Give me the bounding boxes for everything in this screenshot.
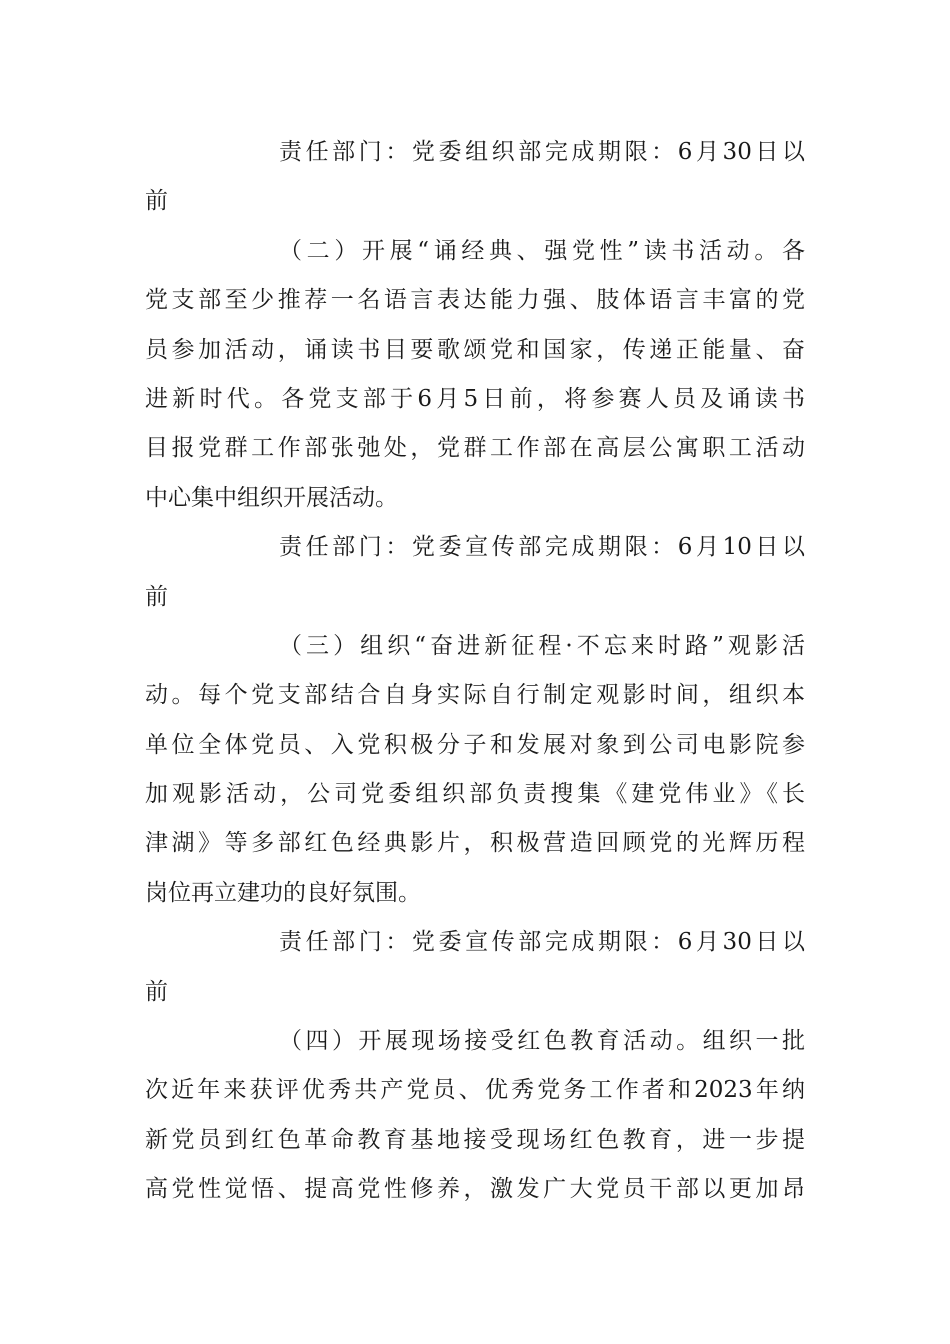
- paragraph-line: 进新时代。各党支部于6月5日前，将参赛人员及诵读书: [145, 385, 805, 412]
- document-page: [145, 128, 805, 1215]
- paragraph-line: 高党性觉悟、提高党性修养，激发广大党员干部以更加昂: [145, 1176, 805, 1203]
- paragraph-line: 员参加活动，诵读书目要歌颂党和国家，传递正能量、奋: [145, 336, 805, 363]
- section-heading-line: （三）组织“奋进新征程·不忘来时路”观影活: [279, 632, 805, 659]
- paragraph-line: 党支部至少推荐一名语言表达能力强、肢体语言丰富的党: [145, 287, 805, 314]
- paragraph-line: 加观影活动，公司党委组织部负责搜集《建党伟业》《长: [145, 781, 805, 808]
- responsibility-line: 责任部门：党委组织部完成期限：6月30日以: [279, 139, 805, 165]
- responsibility-line-continued: 前: [145, 583, 168, 610]
- paragraph-line: 次近年来获评优秀共产党员、优秀党务工作者和2023年纳: [145, 1077, 805, 1104]
- paragraph-line: 动。每个党支部结合自身实际自行制定观影时间，组织本: [145, 682, 805, 709]
- responsibility-note: [145, 523, 805, 622]
- responsibility-line: 责任部门：党委宣传部完成期限：6月30日以: [279, 929, 805, 956]
- responsibility-line-continued: 前: [145, 188, 168, 215]
- responsibility-note: [145, 128, 805, 227]
- paragraph-line-last: 中心集中组织开展活动。: [145, 484, 398, 511]
- section-film-activity: [145, 622, 805, 918]
- paragraph-line: 单位全体党员、入党积极分子和发展对象到公司电影院参: [145, 731, 805, 758]
- section-red-education: [145, 1017, 805, 1215]
- responsibility-note: [145, 918, 805, 1017]
- section-heading-line: （二）开展“诵经典、强党性”读书活动。各: [279, 237, 805, 264]
- paragraph-line: 目报党群工作部张弛处，党群工作部在高层公寓职工活动: [145, 435, 805, 462]
- paragraph-line: 新党员到红色革命教育基地接受现场红色教育，进一步提: [145, 1126, 805, 1153]
- section-reading-activity: [145, 227, 805, 523]
- paragraph-line: 津湖》等多部红色经典影片，积极营造回顾党的光辉历程: [145, 830, 805, 857]
- paragraph-line-last: 岗位再立建功的良好氛围。: [145, 879, 421, 906]
- section-heading-line: （四）开展现场接受红色教育活动。组织一批: [279, 1028, 805, 1055]
- responsibility-line: 责任部门：党委宣传部完成期限：6月10日以: [279, 534, 805, 561]
- responsibility-line-continued: 前: [145, 978, 168, 1005]
